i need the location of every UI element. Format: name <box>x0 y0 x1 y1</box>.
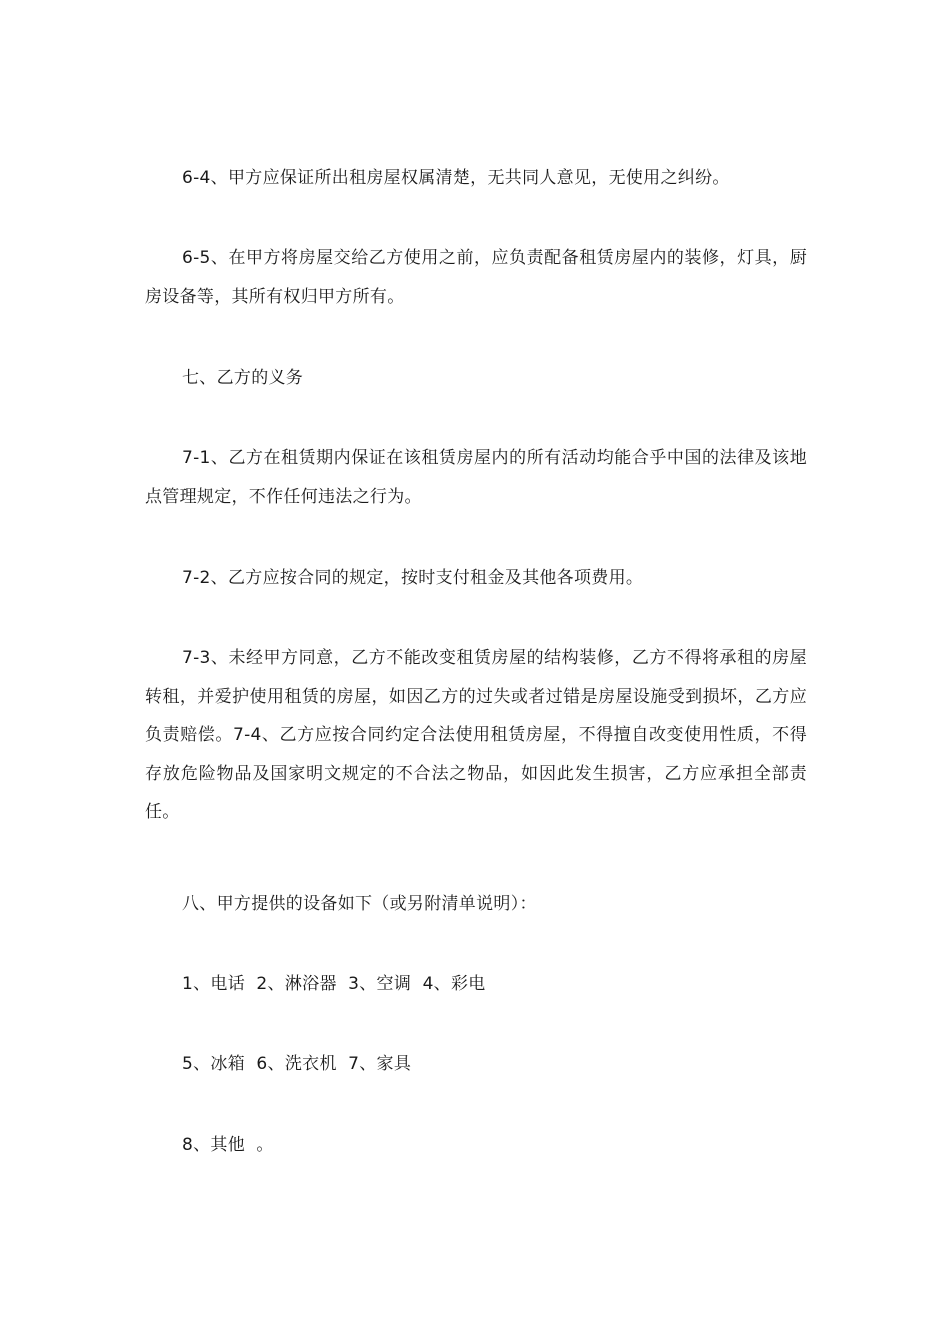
clause-6-4: 6-4、甲方应保证所出租房屋权属清楚，无共同人意见，无使用之纠纷。 <box>182 168 730 188</box>
section-heading-7: 七、乙方的义务 <box>182 368 304 388</box>
clause-6-5: 6-5、在甲方将房屋交给乙方使用之前，应负责配备租赁房屋内的装修，灯具，厨房设备等，其所有权归甲方所有。 <box>145 248 807 307</box>
equipment-list-line-1: 1、电话 2、淋浴器 3、空调 4、彩电 <box>182 974 486 994</box>
section-heading-8: 八、甲方提供的设备如下（或另附清单说明）： <box>182 894 537 914</box>
clause-7-3-7-4: 7-3、未经甲方同意，乙方不能改变租赁房屋的结构装修，乙方不得将承租的房屋转租，并爱护使用租赁的房屋，如因乙方的过失或者过错是房屋设施受到损坏，乙方应负责赔偿。7-4、乙方应按合同约定合法使用租赁房屋，不得擅自改变使用性质，不得存放危险物品及国家明文规定的不合法之物品，如因此发生损害，乙方应承担全部责任。 <box>145 648 807 822</box>
clause-7-2: 7-2、乙方应按合同的规定，按时支付租金及其他各项费用。 <box>182 568 644 588</box>
equipment-list-line-3: 8、其他 。 <box>182 1135 274 1155</box>
clause-7-1: 7-1、乙方在租赁期内保证在该租赁房屋内的所有活动均能合乎中国的法律及该地点管理规定，不作任何违法之行为。 <box>145 448 807 507</box>
equipment-list-line-2: 5、冰箱 6、洗衣机 7、家具 <box>182 1054 412 1074</box>
